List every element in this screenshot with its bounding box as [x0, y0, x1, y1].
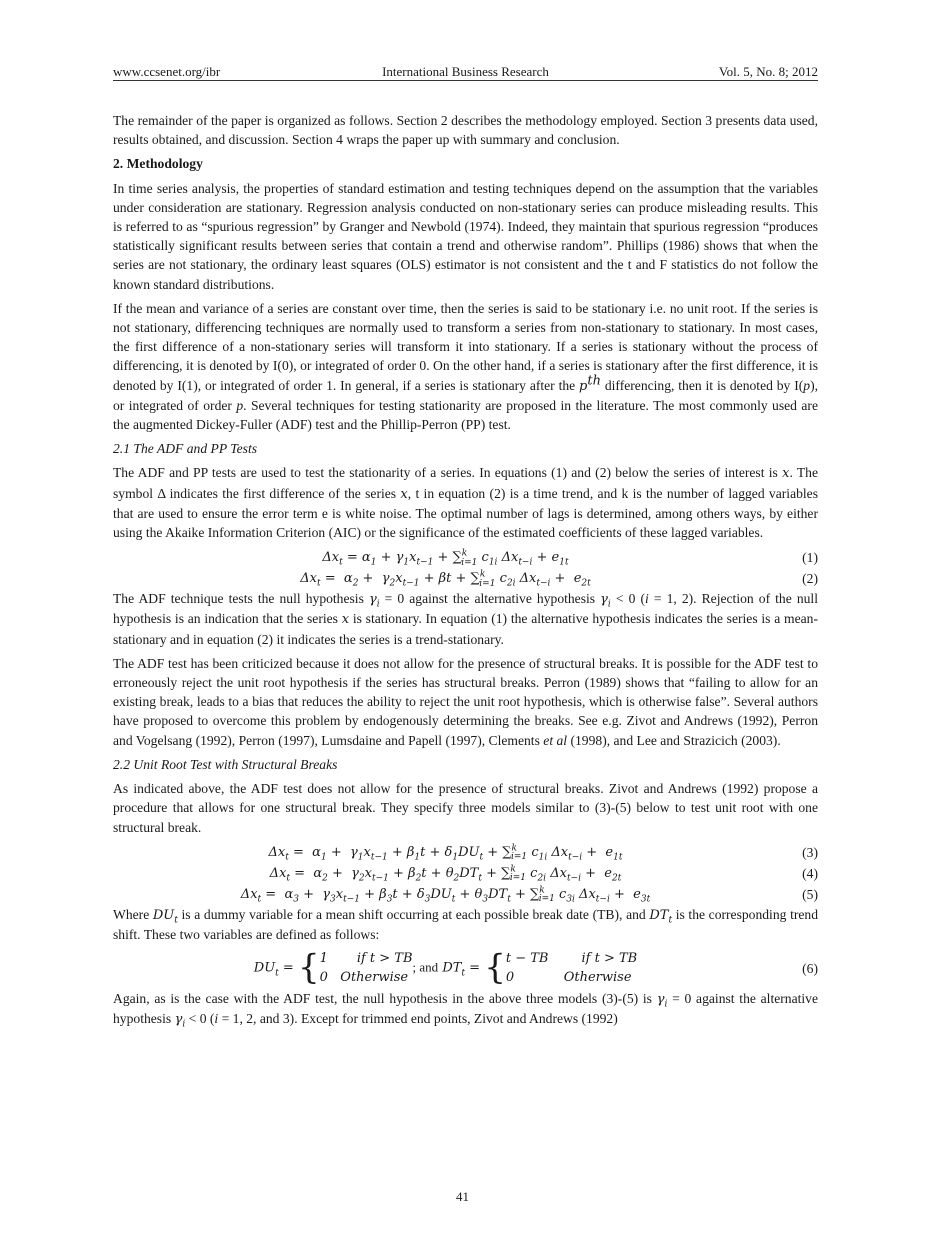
equation-6: $DU_t = \{1$ if t > TB 0 Otherwise; and $DT_t = \{t$ − TB if t > TB 0 Otherwise (6)	[253, 947, 818, 988]
journal-url: www.ccsenet.org/ibr	[113, 64, 221, 79]
paragraph-stationarity: If the mean and variance of a series are constant over time, then the series is said to be stationary i.e. no unit root. If the series is not stationary, differencing techniques are normally used to transform a series from non-stationary to stationary. In most cases, the first difference of a non-stationary series will transform it into stationary. If a series is stationary without the process of differencing, it is denoted by I(0), or integrated of order 0. On the other hand, if a series is stationary after the first difference, it is denoted by I(1), or integrated of order 1. In general, if a series is stationary after the $p^{th}$ differencing, then it is denoted by I(p), or integrated of order p. Several techniques for testing stationarity are proposed in the literature. The most commonly used are the augmented Dickey-Fuller (ADF) test and the Phillip-Perron (PP) test.	[113, 300, 818, 433]
paragraph-adf-pp-intro: The ADF and PP tests are used to test the stationarity of a series. In equations (1) and (2) below the series of interest is x. The symbol Δ indicates the first difference of the series x, t in equation (2) is a time trend, and k is the number of lagged variables that are used to ensure the error term e is white noise. The optimal number of lags is determined, among others ways, by either using the Akaike Information Criterion (AIC) or the significance of the estimated coefficients of these lagged variables.	[113, 465, 818, 541]
paragraph-time-series: In time series analysis, the properties of standard estimation and testing techniques depend on the assumption that the variables under consideration are stationary. Regression analysis conducted on non-stationary series can produce misleading results. This is referred to as “spurious regression” by Granger and Newbold (1974). Indeed, they maintain that spurious regression “produces statistically significant results between series that contain a trend and otherwise random”. Phillips (1986) shows that when the series are not stationary, the ordinary least squares (OLS) estimator is not consistent and the t and F statistics do not follow the known standard distributions.	[113, 180, 818, 292]
math-p: p	[579, 378, 588, 394]
equation-3: $\Delta x_t = \alpha_1 + \gamma_1x_{t-1} + \beta_1t + \delta_1DU_t + \sum^k_{i=1}$ $c_{1i}$ $\Delta x_{t-i} + e_{1t}$ (3)	[268, 843, 818, 863]
equation-number-4: (4)	[802, 865, 818, 881]
article-body	[113, 111, 818, 1035]
paragraph-adf-hypothesis: The ADF technique tests the null hypothesis $\gamma_i = 0$ against the alternative hypothesis $\gamma_i < 0$ (i = 1, 2). Rejection of the null hypothesis is an indication that the series x is stationary. In equation (1) the alternative hypothesis indicates the series is a mean-stationary and in equation (2) it indicates the series is a trend-stationary.	[113, 591, 818, 647]
equation-5: $\Delta x_t = \alpha_3 + \gamma_3x_{t-1} + \beta_3t + \delta_3DU_t + \theta_3DT_t + \sum^k_{i=1}$ $c_{3i}$ $\Delta x_{t-i} + e_{3t}$ (5)	[240, 885, 818, 905]
equation-4: $\Delta x_t = \alpha_2 + \gamma_2x_{t-1} + \beta_2t + \theta_2DT_t + \sum^k_{i=1}$ $c_{2i}$ $\Delta x_{t-i} + e_{2t}$ (4)	[269, 864, 818, 884]
equation-number-2: (2)	[802, 571, 818, 587]
equation-number-6: (6)	[802, 961, 818, 977]
equation-1: $\Delta x_t = \alpha_1 + \gamma_1x_{t-1} + \sum^k_{i=1}$ $c_{1i}$ $\Delta x_{t-i} + e_{1t}$ (1)	[322, 548, 818, 568]
paragraph-null-hypothesis: Again, as is the case with the ADF test, the null hypothesis in the above three models (3)-(5) is $\gamma_i = 0$ against the alternative hypothesis $\gamma_i < 0$ (i = 1, 2, and 3). Except for trimmed end points, Zivot and Andrews (1992)	[113, 991, 818, 1030]
equation-number-5: (5)	[802, 886, 818, 902]
paragraph-outline: The remainder of the paper is organized as follows. Section 2 describes the methodology employed. Section 3 presents data used, results obtained, and discussion. Section 4 wraps the paper up with summary and conclusion.	[113, 113, 818, 148]
equation-number-1: (1)	[802, 550, 818, 566]
page-number: 41	[456, 1189, 469, 1204]
subsection-heading-structural-breaks: 2.2 Unit Root Test with Structural Breaks	[113, 756, 338, 772]
journal-title: International Business Research	[382, 64, 549, 79]
page-header	[113, 60, 818, 81]
equation-2: $\Delta x_t = \alpha_2 + \gamma_2x_{t-1} + \beta t + \sum^k_{i=1}$ $c_{2i}$ $\Delta x_{t-i} + e_{2t}$ (2)	[300, 569, 818, 589]
section-heading-methodology: 2. Methodology	[113, 156, 203, 172]
volume-info: Vol. 5, No. 8; 2012	[718, 64, 818, 79]
paragraph-zivot-andrews: As indicated above, the ADF test does not allow for the presence of structural breaks. Zivot and Andrews (1992) propose a procedure that allows for one structural break. They specify three models similar to (3)-(5) below to test unit root with one structural break.	[113, 781, 818, 835]
subsection-heading-adf-pp: 2.1 The ADF and PP Tests	[113, 441, 258, 457]
paragraph-adf-criticism: The ADF test has been criticized because it does not allow for the presence of structural breaks. It is possible for the ADF test to erroneously reject the unit root hypothesis if the series has structural breaks. Perron (1989) shows that “failing to allow for an existing break, leads to a bias that reduces the ability to reject the unit root hypothesis, which is otherwise false”. Several authors have proposed to overcome this problem by endogenously determining the breaks. See e.g. Zivot and Andrews (1992), Perron and Vogelsang (1992), Perron (1997), Lumsdaine and Papell (1997), Clements et al (1998), and Lee and Strazicich (2003).	[113, 655, 818, 748]
equation-number-3: (3)	[802, 844, 818, 860]
paragraph-dummy-variables: Where $DU_t$ is a dummy variable for a mean shift occurring at each possible break date (TB), and $DT_t$ is the corresponding trend shift. These two variables are defined as follows:	[113, 906, 819, 942]
